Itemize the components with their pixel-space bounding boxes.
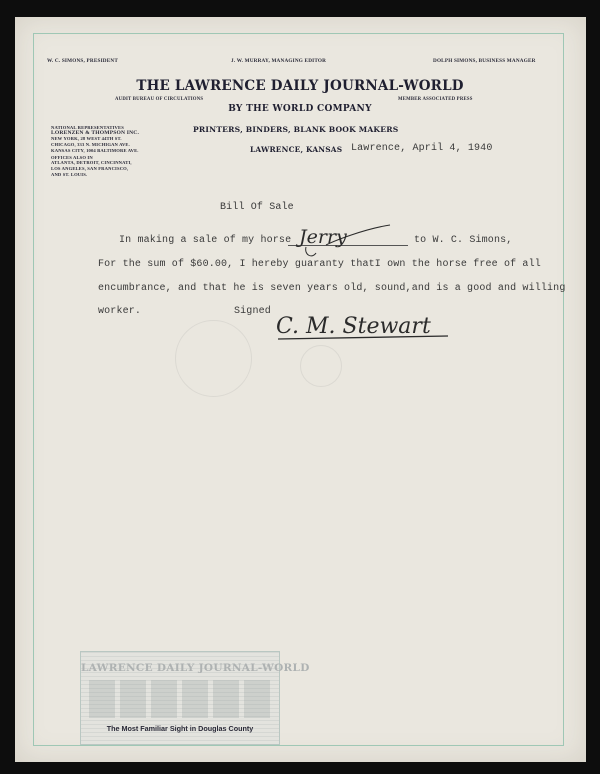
publisher-line: BY THE WORLD COMPANY [228,104,372,114]
bill-of-sale-heading: Bill Of Sale [220,202,294,213]
reps-firm: LORENZEN & THOMPSON INC. [51,129,140,136]
national-representatives-block [51,125,201,177]
signed-label: Signed [234,306,271,317]
sale-line-guarantee: encumbrance, and that he is seven years old, sound,and is a good and willing [98,283,566,294]
services-line: PRINTERS, BINDERS, BLANK BOOK MAKERS [193,125,399,134]
city-line: LAWRENCE, KANSAS [250,145,343,154]
associated-press-note: MEMBER ASSOCIATED PRESS [398,97,473,102]
signature-text: C. M. Stewart [276,314,431,339]
sale-line-price: For the sum of $60.00, I hereby guaranty thatI own the horse free of all [98,259,541,270]
sale-line-worker: worker. [98,306,142,317]
sale-line-start: In making a sale of my horse [119,235,292,246]
business-manager-credit: DOLPH SIMONS, BUSINESS MANAGER [433,58,536,64]
vignette-columns [89,680,271,718]
horse-name-handwriting [286,217,406,263]
newspaper-title: THE LAWRENCE DAILY JOURNAL-WORLD [136,78,464,94]
sale-line-end: to W. C. Simons, [414,235,513,246]
vignette-caption: The Most Familiar Sight in Douglas County [106,724,254,733]
reps-heading: NATIONAL REPRESENTATIVES [51,125,124,130]
faint-seal-mark [175,320,252,397]
president-credit: W. C. SIMONS, PRESIDENT [47,58,118,64]
reps-address: CHICAGO, 333 N. MICHIGAN AVE. [51,142,130,148]
reps-address: KANSAS CITY, 1004 BALTIMORE AVE. [51,147,139,153]
reps-address: NEW YORK, 28 WEST 44TH ST. [51,136,122,142]
vignette-title: LAWRENCE DAILY JOURNAL-WORLD [81,662,310,674]
offices-heading: OFFICES ALSO IN [51,154,93,160]
letter-date: Lawrence, April 4, 1940 [351,143,493,154]
faint-seal-mark [300,345,342,387]
office-cities: AND ST. LOUIS. [51,171,88,177]
newspaper-bundle-vignette [80,651,310,745]
office-cities: LOS ANGELES, SAN FRANCISCO, [51,165,129,171]
signature [270,303,455,343]
office-cities: ATLANTA, DETROIT, CINCINNATI, [51,160,132,166]
audit-bureau-note: AUDIT BUREAU OF CIRCULATIONS [115,97,204,102]
editor-credit: J. W. MURRAY, MANAGING EDITOR [231,58,327,64]
horse-name-text: Jerry [299,226,347,248]
